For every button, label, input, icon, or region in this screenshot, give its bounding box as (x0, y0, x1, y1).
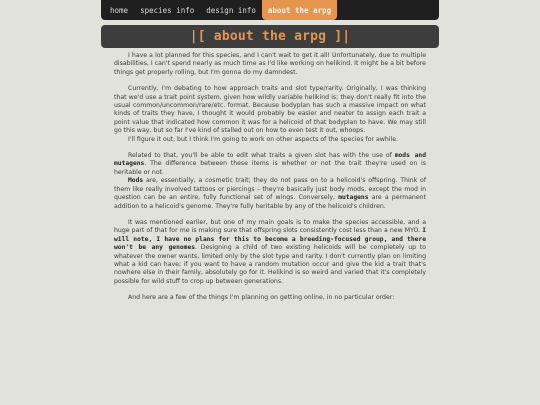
nav-species-info[interactable]: species info (140, 5, 195, 15)
nav-about-the-arpg[interactable]: about the arpg (262, 0, 337, 20)
nav-design-info[interactable]: design info (206, 5, 256, 15)
page-header (101, 25, 439, 48)
mods-and-mutagens-term: mods and mutagens (114, 152, 426, 168)
breeding-note: I will note, I have no plans for this to become a breeding-focused group, and there won't be any genomes (114, 227, 426, 252)
nav-home[interactable]: home (110, 5, 129, 15)
paragraph-traits: Currently, I'm debating to how approach traits and slot type/rarity. Originally, I was thinking that we'd use a trait point system, given how wildly variable helikind is; they don't really fit into the usual common/uncommon/rare/etc. format. Because bodyplan has such a massive impact on what kinds of traits they have, I thought it would probably be easier and neater to assign each trait a point value that indicated how common it was for a helicoid of that bodyplan to have. We may still go this way, but so far I've kind of stalled out on how to even test it out, whoops. (114, 85, 426, 135)
paragraph-mods-mutagens: Related to that, you'll be able to edit what traits a given slot has with the use of mods and mutagens. The difference between these items is whether or not the trait they're used on is heritable or not. (114, 152, 426, 176)
article-body (114, 52, 426, 311)
paragraph-figure-it-out: I'll figure it out, but I think I'm going to work on other aspects of the species for awhile. (128, 135, 398, 143)
paragraph-mods-explained: Mods are, essentially, a cosmetic trait; they do not pass on to a helicoid's offspring. Think of them like really involved tattoos or piercings – they're basically just body mods, except the mod in question can be an entire, fully functional set of wings. Conversely, mutagens are a permanent addition to a helicoid's genome. They're fully heritable by any of the helicoid's children. (114, 177, 426, 210)
mods-term: Mods (128, 177, 144, 185)
paragraph-accessibility: It was mentioned earlier, but one of my main goals is to make the species accessible, and a huge part of that for me is making sure that offspring slots consistently cost less than a new MYO. I will note, I have no plans for this to become a breeding-focused group, and there won't be any genomes. Designing a child of two existing helicoids will be completely up to whatever the owner wants, limited only by the slot type and rarity. I don't currently plan on limiting what a kid can have; if you want to have a random mutation occur and give the kid a trait that's nowhere else in their family, absolutely go for it. Helikind is so weird and varied that it's completely possible for wild stuff to crop up between generations. (114, 218, 426, 285)
mutagens-term: mutagens (338, 194, 369, 202)
top-navigation (101, 0, 439, 20)
page-title: |[ about the arpg ]| (189, 29, 351, 44)
paragraph-intro: I have a lot planned for this species, and I can't wait to get it all! Unfortunately, due to multiple disabilities, I can't spend nearly as much time as I'd like working on helikind. It might be a bit before things get properly rolling, but I'm gonna do my damndest. (114, 52, 426, 76)
paragraph-planned-list-intro: And here are a few of the things I'm planning on getting online, in no particular order: (128, 294, 395, 302)
